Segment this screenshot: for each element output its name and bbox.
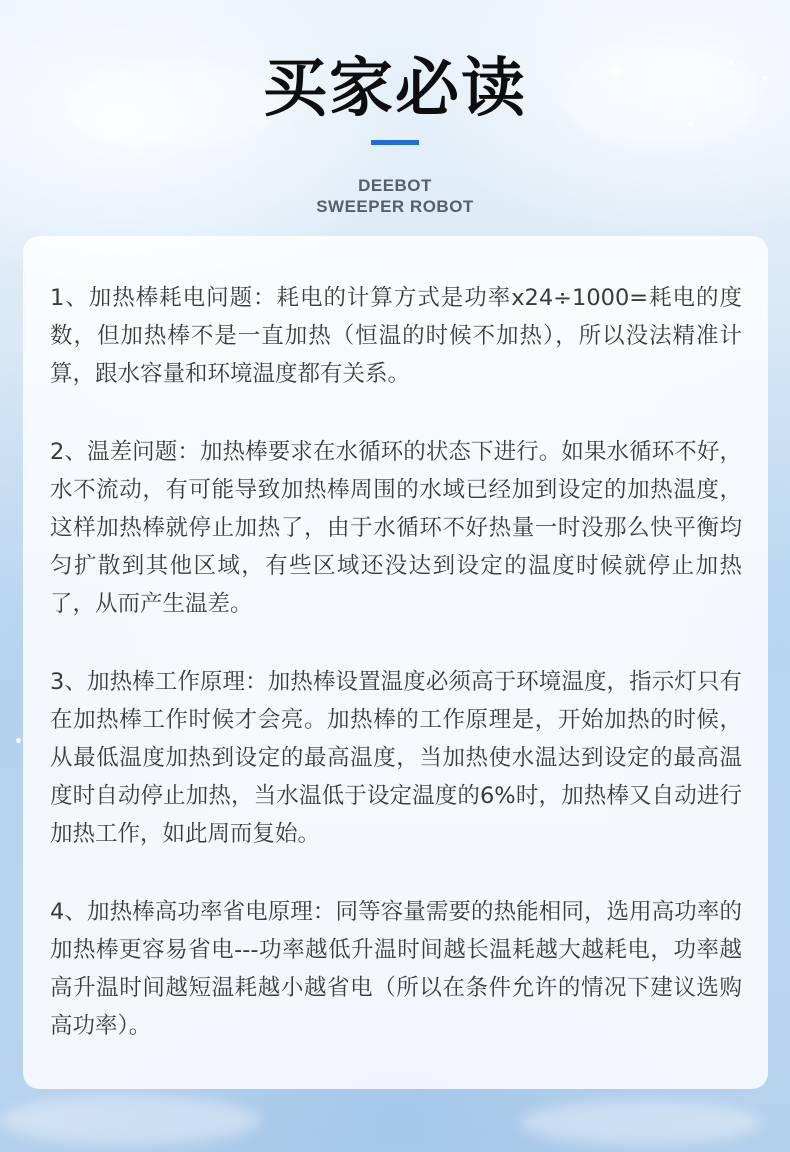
notice-paragraph: 1、加热棒耗电问题：耗电的计算方式是功率x24÷1000=耗电的度数，但加热棒不是一直加热（恒温的时候不加热），所以没法精准计算，跟水容量和环境温度都有关系。 (50, 285, 742, 388)
page-header (0, 0, 790, 236)
water-highlight (520, 1100, 760, 1145)
page-title: 买家必读 (263, 52, 527, 126)
water-highlight (0, 1095, 260, 1145)
title-underline (371, 140, 419, 145)
water-bubble (16, 738, 21, 743)
notice-paragraph: 4、加热棒高功率省电原理：同等容量需要的热能相同，选用高功率的加热棒更容易省电---功率越低升温时间越长温耗越大越耗电，功率越高升温时间越短温耗越小越省电（所以在条件允许的情况下建议选购高功率）。 (50, 898, 742, 1040)
notice-paragraph: 2、温差问题：加热棒要求在水循环的状态下进行。如果水循环不好，水不流动，有可能导致加热棒周围的水域已经加到设定的加热温度，这样加热棒就停止加热了，由于水循环不好热量一时没那么快平衡均匀扩散到其他区域，有些区域还没达到设定的温度时候就停止加热了，从而产生温差。 (50, 438, 742, 618)
notice-card (23, 236, 768, 1089)
notice-paragraph: 3、加热棒工作原理：加热棒设置温度必须高于环境温度，指示灯只有在加热棒工作时候才会亮。加热棒的工作原理是，开始加热的时候，从最低温度加热到设定的最高温度，当加热使水温达到设定的最高温度时自动停止加热，当水温低于设定温度的6%时，加热棒又自动进行加热工作，如此周而复始。 (50, 668, 742, 848)
brand-name: DEEBOT (358, 176, 432, 195)
brand-subtitle: SWEEPER ROBOT (316, 197, 474, 216)
